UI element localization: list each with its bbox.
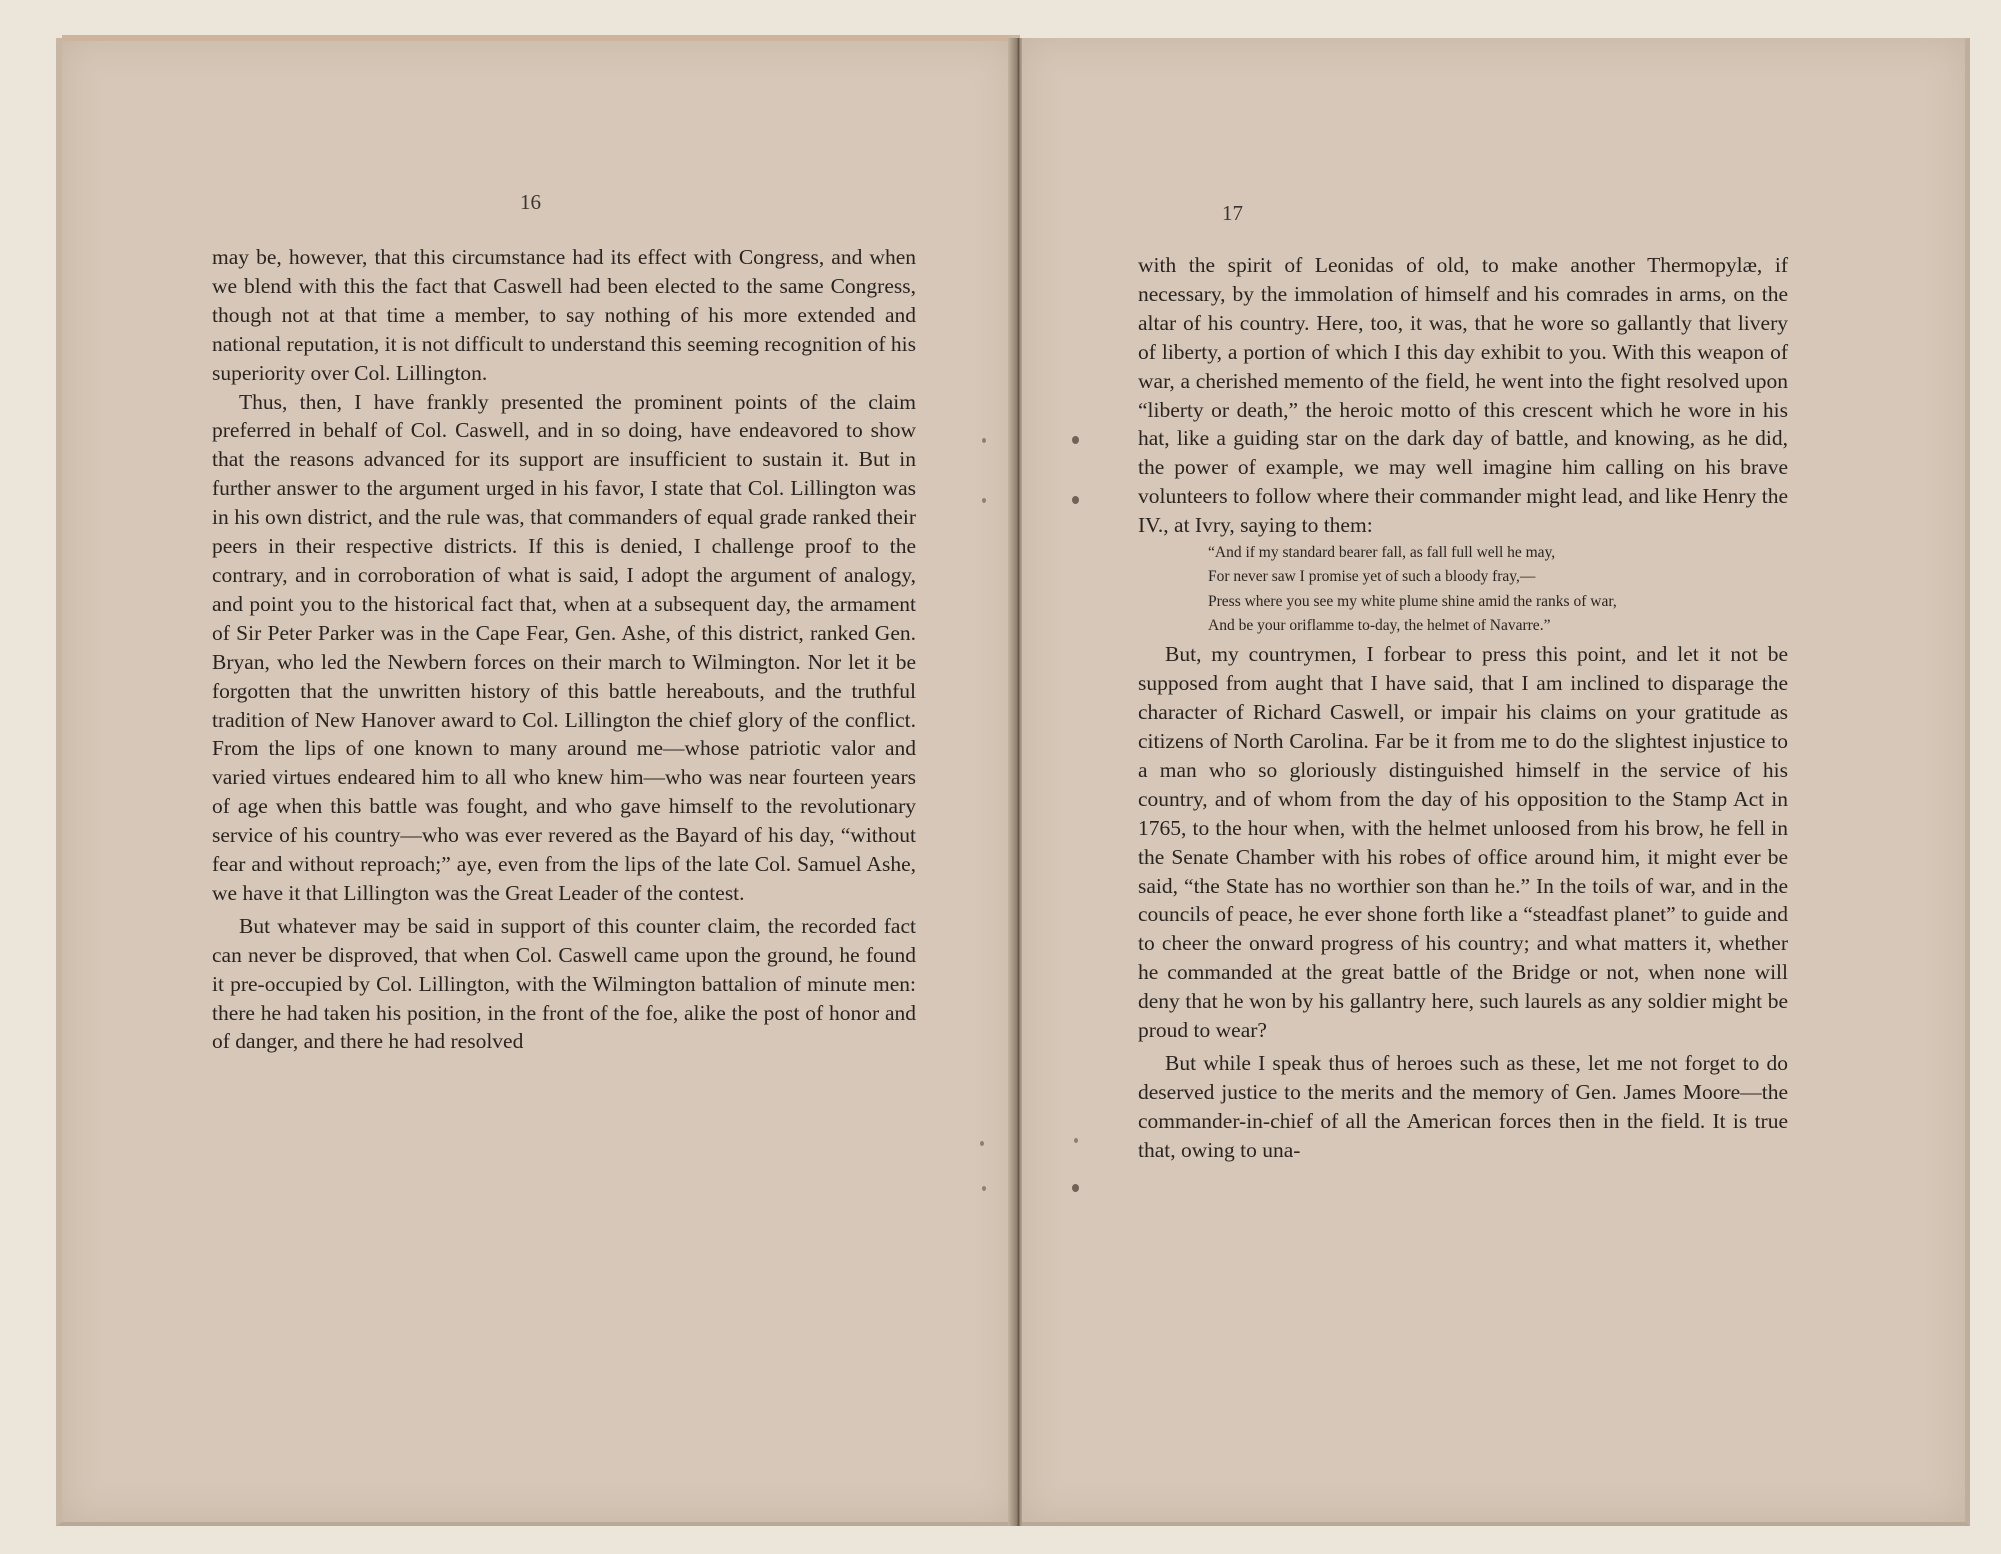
paragraph: with the spirit of Leonidas of old, to make another Thermopylæ, if necessary, by the immolation of himself and his comrades in arms, on the altar of his country. Here, too, it was, that he wore so gallantly that livery of liberty, a portion of which I this day exhibit to you. With this weapon of war, a cherished memento of the field, he went into the fight resolved upon “liberty or death,” the heroic motto of this crescent which he wore in his hat, like a guiding star on the dark day of battle, and knowing, as he did, the power of example, we may well imagine him calling on his brave volunteers to follow where their commander might lead, and like Henry the IV., at Ivry, saying to them:: [1138, 253, 1788, 538]
page-number: 17: [1222, 201, 1243, 225]
binding-hole: [1074, 1138, 1078, 1143]
binding-hole: [982, 1186, 986, 1191]
body-text: [212, 243, 916, 1056]
paragraph: may be, however, that this circumstance had its effect with Congress, and when we blend with this the fact that Caswell had been elected to the same Congress, though not at that time a member, to say nothing of his more extended and national reputation, it is not difficult to understand this seeming recognition of his superiority over Col. Lillington.: [212, 245, 916, 385]
paragraph: But whatever may be said in support of this counter claim, the recorded fact can never be disproved, that when Col. Caswell came upon the ground, he found it pre-occupied by Col. Lillington, with the Wilmington battalion of minute men: there he had taken his position, in the front of the foe, alike the post of honor and of danger, and there he had resolved: [212, 913, 916, 1054]
quote-line: For never saw I promise yet of such a bloody fray,—: [1208, 568, 1536, 586]
quote-line: Press where you see my white plume shine amid the ranks of war,: [1208, 592, 1617, 610]
paragraph: But, my countrymen, I forbear to press this point, and let it not be supposed from aught that I have said, that I am inclined to disparage the character of Richard Caswell, or impair his claims on your gratitude as citizens of North Carolina. Far be it from me to do the slightest injustice to a man who so gloriously distinguished himself in the service of his country, and of whom from the day of his opposition to the Stamp Act in 1765, to the hour when, with the helmet unloosed from his brow, he fell in the Senate Chamber with his robes of office around him, it might ever be said, “the State has no worthier son than he.” In the toils of war, and in the councils of peace, he ever shone forth like a “steadfast planet” to guide and to cheer the onward progress of his country; and what matters it, whether he commanded at the great battle of the Bridge or not, when none will deny that he won by his gallantry here, such laurels as any soldier might be proud to wear?: [1138, 642, 1788, 1043]
book-spread: [56, 38, 1970, 1526]
binding-hole: [980, 1141, 984, 1146]
binding-hole: [982, 438, 986, 443]
paragraph: Thus, then, I have frankly presented the prominent points of the claim preferred in behalf of Col. Caswell, and in so doing, have endeavored to show that the reasons advanced for its support are insufficient to sustain it. But in further answer to the argument urged in his favor, I state that Col. Lillington was in his own district, and the rule was, that commanders of equal grade ranked their peers in their respective districts. If this is denied, I challenge proof to the contrary, and in corroboration of what is said, I adopt the argument of analogy, and point you to the historical fact that, when at a subsequent day, the armament of Sir Peter Parker was in the Cape Fear, Gen. Ashe, of this district, ranked Gen. Bryan, who led the Newbern forces on their march to Wilmington. Nor let it be forgotten that the unwritten history of this battle hereabouts, and the truthful tradition of New Hanover award to Col. Lillington the chief glory of the conflict. From the lips of one known to many around me—whose patriotic valor and varied virtues endeared him to all who knew him—who was near fourteen years of age when this battle was fought, and who gave himself to the revolutionary service of his country—who was ever revered as the Bayard of his day, “without fear and without reproach;” aye, even from the lips of the late Col. Samuel Ashe, we have it that Lillington was the Great Leader of the contest.: [212, 389, 916, 905]
binding-hole: [1072, 436, 1079, 444]
quote-line: “And if my standard bearer fall, as fall full well he may,: [1208, 544, 1556, 562]
binding-hole: [982, 498, 986, 503]
paragraph: But while I speak thus of heroes such as these, let me not forget to do deserved justice to the merits and the memory of Gen. James Moore—the commander-in-chief of all the American forces then in the field. It is true that, owing to una-: [1138, 1050, 1788, 1162]
binding-hole: [1072, 1184, 1079, 1192]
page-edge: [62, 35, 1020, 41]
body-text: [1138, 251, 1788, 1165]
page-number: 16: [520, 190, 541, 214]
quote-line: And be your oriflamme to-day, the helmet of Navarre.”: [1208, 616, 1551, 634]
left-page: [56, 38, 1014, 1526]
verse-quote: [1208, 541, 1788, 638]
binding-hole: [1072, 496, 1079, 504]
right-page: [1022, 38, 1970, 1526]
